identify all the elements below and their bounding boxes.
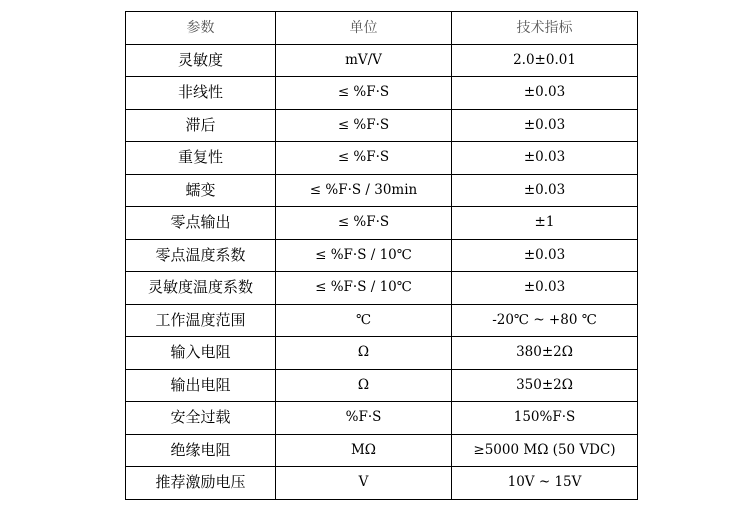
unit-cell: mV/V [276,44,452,77]
spec-cell: 2.0±0.01 [452,44,638,77]
spec-cell: ±0.03 [452,174,638,207]
unit-cell: MΩ [276,434,452,467]
table-row [126,467,638,500]
table-row [126,109,638,142]
spec-cell: ≥5000 MΩ (50 VDC) [452,434,638,467]
unit-cell: ≤ %F·S / 10℃ [276,272,452,305]
table-row [126,272,638,305]
table-row [126,44,638,77]
spec-cell: ±0.03 [452,142,638,175]
spec-cell: -20℃ ~ +80 ℃ [452,304,638,337]
parameter-cell: 滞后 [126,109,276,142]
table-row [126,239,638,272]
header-unit: 单位 [276,12,452,45]
unit-cell: ≤ %F·S / 30min [276,174,452,207]
table-row [126,174,638,207]
spec-table [125,11,638,500]
table-header [126,12,638,45]
parameter-cell: 灵敏度温度系数 [126,272,276,305]
spec-cell: 10V ~ 15V [452,467,638,500]
spec-cell: 350±2Ω [452,369,638,402]
spec-cell: 380±2Ω [452,337,638,370]
unit-cell: ℃ [276,304,452,337]
table-row [126,402,638,435]
header-spec: 技术指标 [452,12,638,45]
parameter-cell: 绝缘电阻 [126,434,276,467]
parameter-cell: 安全过载 [126,402,276,435]
parameter-cell: 非线性 [126,77,276,110]
parameter-cell: 零点输出 [126,207,276,240]
table-row [126,337,638,370]
table-row [126,77,638,110]
header-row [126,12,638,45]
unit-cell: ≤ %F·S [276,109,452,142]
parameter-cell: 重复性 [126,142,276,175]
unit-cell: ≤ %F·S [276,207,452,240]
parameter-cell: 零点温度系数 [126,239,276,272]
header-parameter: 参数 [126,12,276,45]
parameter-cell: 蠕变 [126,174,276,207]
unit-cell: ≤ %F·S [276,77,452,110]
spec-cell: ±0.03 [452,239,638,272]
unit-cell: Ω [276,369,452,402]
table-row [126,142,638,175]
spec-cell: ±0.03 [452,109,638,142]
parameter-cell: 输出电阻 [126,369,276,402]
spec-cell: ±0.03 [452,272,638,305]
unit-cell: V [276,467,452,500]
parameter-cell: 输入电阻 [126,337,276,370]
table-row [126,369,638,402]
spec-cell: 150%F·S [452,402,638,435]
unit-cell: ≤ %F·S [276,142,452,175]
table-row [126,434,638,467]
parameter-cell: 推荐激励电压 [126,467,276,500]
table-row [126,304,638,337]
unit-cell: ≤ %F·S / 10℃ [276,239,452,272]
unit-cell: %F·S [276,402,452,435]
table-row [126,207,638,240]
spec-cell: ±0.03 [452,77,638,110]
unit-cell: Ω [276,337,452,370]
table-body [126,44,638,499]
spec-cell: ±1 [452,207,638,240]
parameter-cell: 工作温度范围 [126,304,276,337]
parameter-cell: 灵敏度 [126,44,276,77]
